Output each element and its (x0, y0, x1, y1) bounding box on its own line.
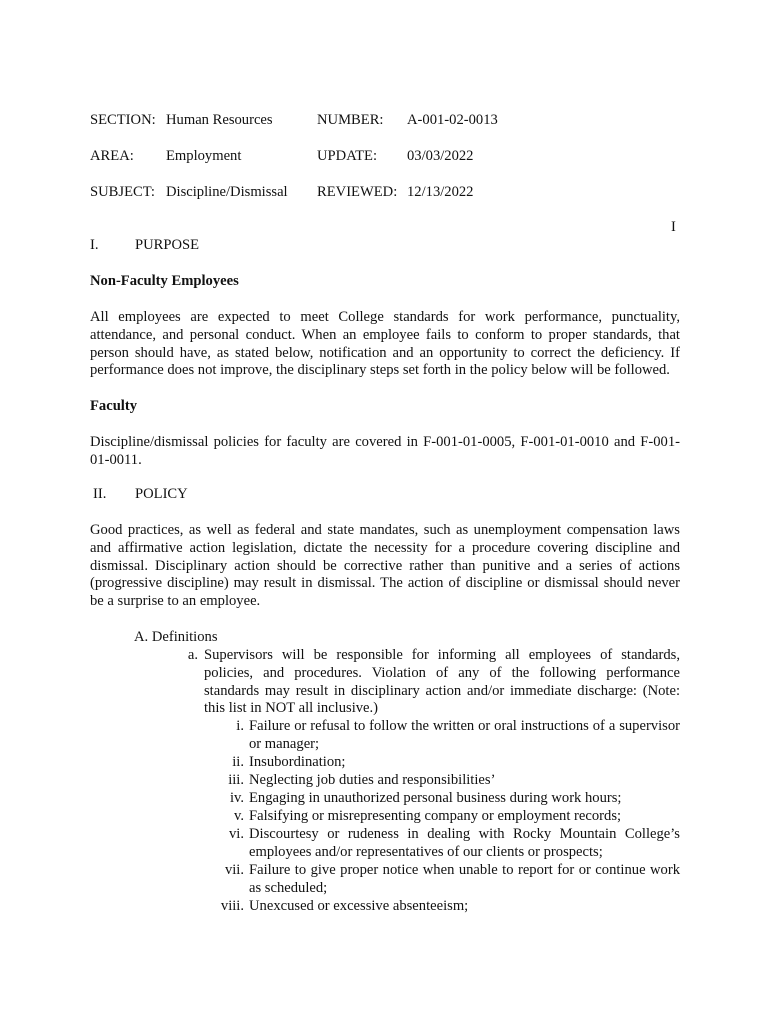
policy-title: POLICY (135, 486, 188, 502)
list-item-text: Insubordination; (249, 754, 346, 770)
list-item-text: Failure to give proper notice when unable to report for or continue work as scheduled; (249, 862, 680, 896)
list-item-text: Discourtesy or rudeness in dealing with Rocky Mountain College’s employees and/or representatives of our clients or prospects; (249, 826, 680, 860)
policy-numeral: II. (93, 486, 107, 502)
list-item-text: Falsifying or misrepresenting company or employment records; (249, 808, 622, 824)
list-marker: vii. (224, 862, 244, 878)
number-value: A-001-02-0013 (407, 112, 498, 128)
list-marker: iv. (229, 790, 244, 806)
subject-value: Discipline/Dismissal (166, 184, 288, 200)
policy-paragraph: Good practices, as well as federal and state mandates, such as unemployment compensation laws and affirmative action legislation, dictate the necessity for a procedure covering discipline and dismissal. Disciplinary action should be corrective rather than punitive and a series of actions (progressive discipline) may result in dismissal. The action of discipline or dismissal should never be a surprise to an employee. (90, 522, 680, 610)
list-item-text: Failure or refusal to follow the written or oral instructions of a supervisor or manager; (249, 718, 680, 752)
list-marker: a. (187, 647, 198, 663)
list-item-text: Neglecting job duties and responsibilities’ (249, 772, 496, 788)
nonfaculty-heading: Non-Faculty Employees (90, 273, 239, 289)
update-value: 03/03/2022 (407, 148, 474, 164)
list-marker: v. (234, 808, 244, 824)
number-label: NUMBER: (317, 112, 384, 128)
list-marker: iii. (228, 772, 244, 788)
purpose-numeral: I. (90, 237, 99, 253)
list-marker: ii. (232, 754, 244, 770)
section-value: Human Resources (166, 112, 273, 128)
purpose-title: PURPOSE (135, 237, 200, 253)
nonfaculty-paragraph: All employees are expected to meet College standards for work performance, punctuality, attendance, and personal conduct. When an employee fails to conform to proper standards, that person should have, as stated below, notification and an opportunity to correct the deficiency. If performance does not improve, the disciplinary steps set forth in the policy below will be followed. (90, 309, 680, 379)
area-value: Employment (166, 148, 242, 164)
list-item-text: Engaging in unauthorized personal business during work hours; (249, 790, 622, 806)
list-item-text: Supervisors will be responsible for informing all employees of standards, policies, and procedures. Violation of any of the following performance standards may result in disciplinary action and/or immediate discharge: (Note: this list in NOT all inclusive.) (204, 647, 680, 717)
list-marker: vi. (229, 826, 244, 842)
page-marker: I (671, 219, 676, 235)
list-marker: i. (236, 718, 244, 734)
section-label: SECTION: (90, 112, 156, 128)
faculty-heading: Faculty (90, 398, 138, 414)
reviewed-label: REVIEWED: (317, 184, 398, 200)
list-marker: viii. (220, 898, 244, 914)
reviewed-value: 12/13/2022 (407, 184, 474, 200)
definitions-label: A. Definitions (134, 629, 218, 645)
update-label: UPDATE: (317, 148, 377, 164)
subject-label: SUBJECT: (90, 184, 155, 200)
list-item-text: Unexcused or excessive absenteeism; (249, 898, 469, 914)
area-label: AREA: (90, 148, 134, 164)
faculty-paragraph: Discipline/dismissal policies for faculty are covered in F-001-01-0005, F-001-01-0010 and F-001-01-0011. (90, 434, 680, 468)
